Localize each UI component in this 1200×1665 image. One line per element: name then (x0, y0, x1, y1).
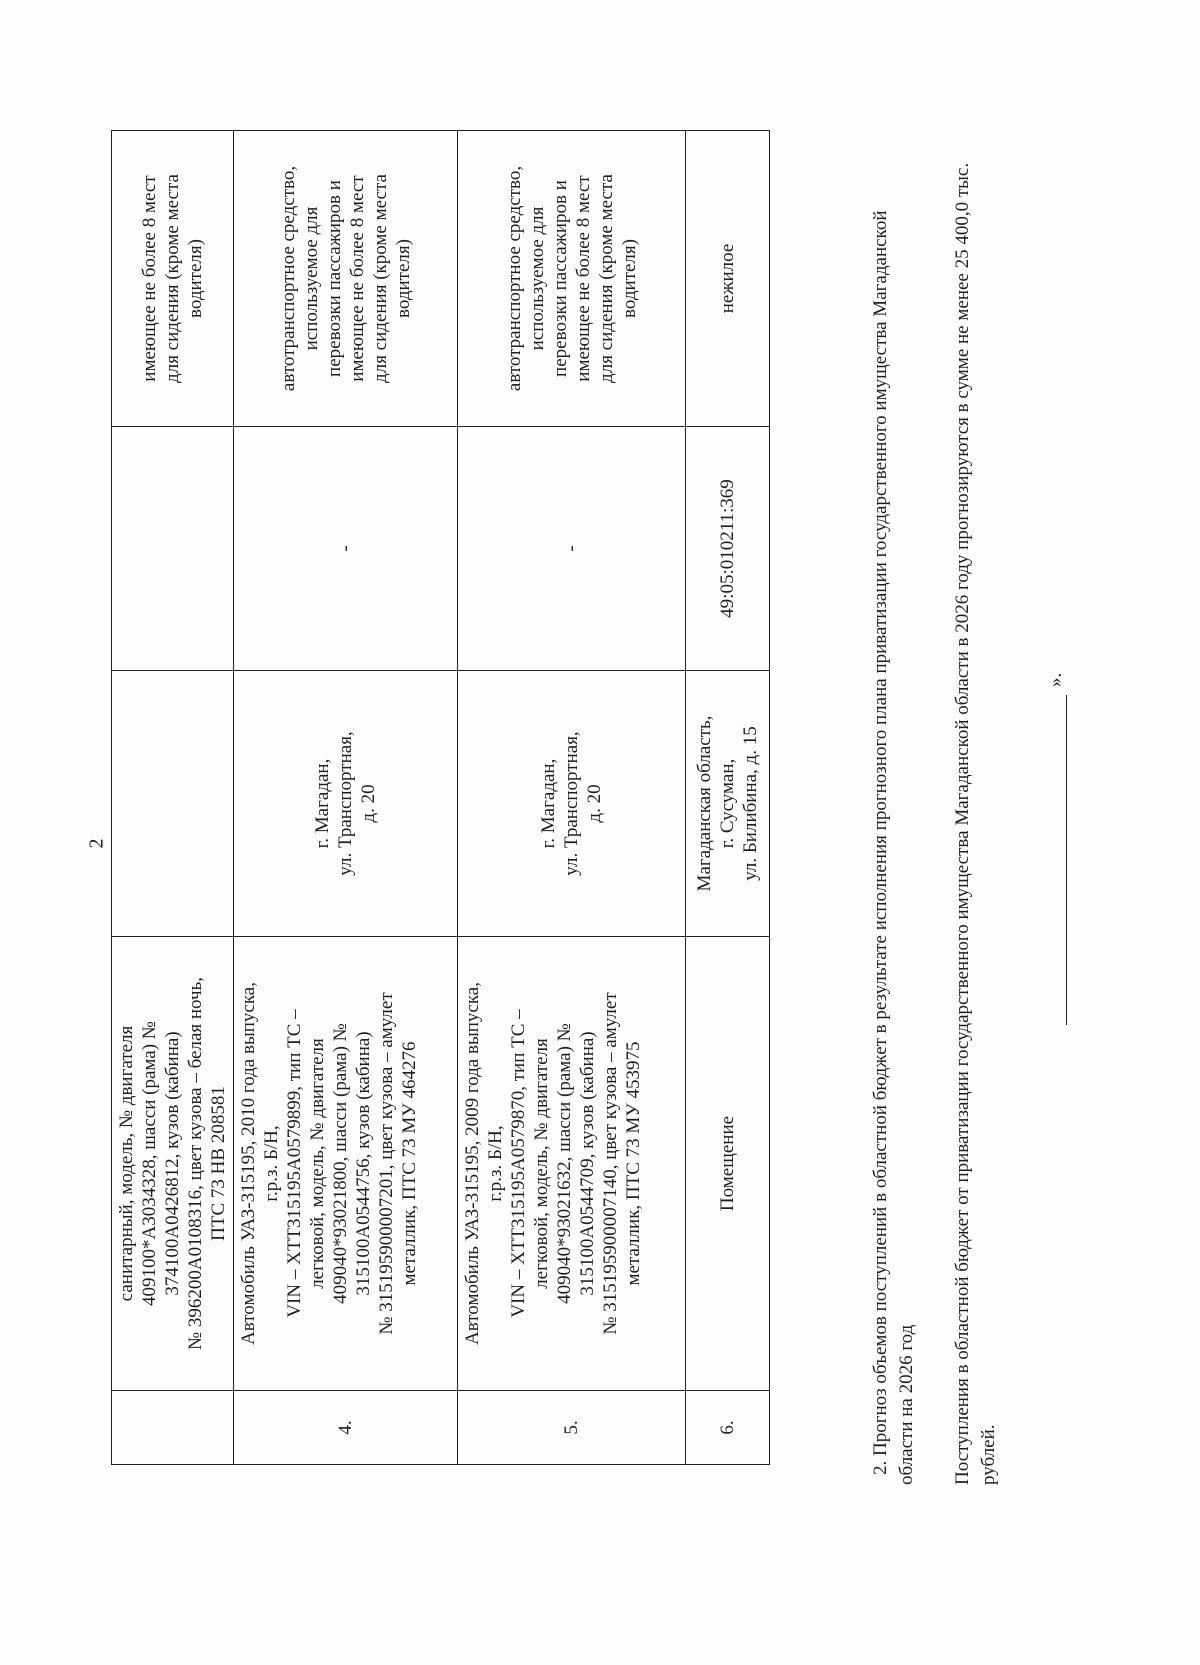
closing-mark (1045, 673, 1067, 1025)
cell-line: г.р.з. Б/Н, (485, 1125, 506, 1202)
address-cell (686, 671, 770, 937)
cell-line: автотранспортное средство, (503, 165, 525, 392)
cell-line: автотранспортное средство, (277, 165, 299, 392)
cell-line: для сидения (кроме места (595, 174, 617, 383)
cell-line: имеющее не более 8 мест (572, 175, 594, 382)
cell-line: VIN – XTT315195A0579899, тип ТС – (284, 1009, 305, 1318)
cell-line: для сидения (кроме места (369, 174, 391, 383)
row-number-cell: 5. (458, 1391, 686, 1465)
cell-line: Магаданская область, (694, 715, 715, 892)
cell-line: 374100A0426812, кузов (кабина) (162, 1031, 183, 1296)
cadastral-cell: - (458, 427, 686, 671)
cell-line: металлик, ПТС 73 МУ 453975 (623, 1041, 644, 1286)
table-row (112, 131, 234, 1465)
row-number-cell: 4. (234, 1391, 458, 1465)
address-cell (112, 671, 234, 937)
cell-line: 409100*A3034328, шасси (рама) № (139, 1021, 160, 1306)
cell-line: водителя) (392, 239, 414, 318)
cell-line: перевозки пассажиров и (323, 180, 345, 377)
purpose-cell (458, 131, 686, 427)
cell-line: ул. Транспортная, (335, 731, 356, 876)
cell-line: № 315195900007140, цвет кузова – амулет (600, 992, 621, 1335)
cell-line: легковой, модель, № двигателя (531, 1038, 552, 1289)
purpose-cell (112, 131, 234, 427)
privatization-property-table (111, 130, 770, 1465)
cell-line: 409040*93021632, шасси (рама) № (554, 1023, 575, 1304)
purpose-cell (686, 131, 770, 427)
cell-line: 315100A0544709, кузов (кабина) (577, 1031, 598, 1296)
closing-underline (1066, 695, 1067, 1025)
cell-line: ул. Билибина, д. 15 (740, 726, 761, 881)
table-row (234, 131, 458, 1465)
cell-line: водителя) (185, 239, 206, 318)
row-number-cell (112, 1391, 234, 1465)
address-cell (234, 671, 458, 937)
cell-line: ПТС 73 НВ 208581 (208, 1086, 229, 1241)
cell-line: металлик, ПТС 73 МУ 464276 (399, 1041, 420, 1286)
cell-line: г.р.з. Б/Н, (261, 1125, 282, 1202)
description-cell (234, 937, 458, 1391)
cell-line: нежилое (717, 243, 738, 314)
row-number-cell: 6. (686, 1391, 770, 1465)
purpose-cell (234, 131, 458, 427)
cell-line: санитарный, модель, № двигателя (116, 1025, 137, 1302)
cell-line: VIN – XTT315195A0579870, тип ТС – (508, 1009, 529, 1318)
table-row (458, 131, 686, 1465)
cadastral-cell (112, 427, 234, 671)
cell-line: г. Сусуман, (717, 758, 738, 849)
cell-line: № 396200A0108316, цвет кузова – белая ночь, (185, 976, 206, 1351)
cell-line: водителя) (618, 239, 640, 318)
cell-line: имеющее не более 8 мест (139, 175, 160, 382)
cell-line: перевозки пассажиров и (549, 180, 571, 377)
section-2-heading: 2. Прогноз объемов поступлений в областной бюджет в результате исполнения прогнозного плана приватизации государственного имущества Магаданской области на 2026 год (870, 210, 917, 1485)
cell-line: 409040*93021800, шасси (рама) № (330, 1023, 351, 1304)
closing-quote: ». (1045, 672, 1066, 687)
table-row (686, 131, 770, 1465)
cell-line: д. 20 (584, 784, 605, 823)
cadastral-cell: - (234, 427, 458, 671)
cell-line: для сидения (кроме места (162, 174, 183, 383)
description-cell (686, 937, 770, 1391)
cell-line: используемое для (300, 206, 322, 351)
revenue-forecast-text: Поступления в областной бюджет от приватизации государственного имущества Магаданской области в 2026 году прогнозируются в сумме не менее 25 400,0 тыс. рублей. (952, 162, 999, 1485)
cell-line: г. Магадан, (312, 758, 333, 849)
cell-line: имеющее не более 8 мест (346, 175, 368, 382)
cell-line: Помещение (717, 1115, 738, 1212)
section-2 (868, 155, 1002, 1485)
description-cell (112, 937, 234, 1391)
cell-line: д. 20 (358, 784, 379, 823)
page-number: 2 (85, 838, 108, 849)
cell-line: используемое для (526, 206, 548, 351)
cell-line: Автомобиль УАЗ-315195, 2009 года выпуска, (462, 982, 483, 1345)
cell-line: Автомобиль УАЗ-315195, 2010 года выпуска, (238, 982, 259, 1345)
description-cell (458, 937, 686, 1391)
address-cell (458, 671, 686, 937)
cell-line: № 315195900007201, цвет кузова – амулет (376, 992, 397, 1335)
cell-line: 315100A0544756, кузов (кабина) (353, 1031, 374, 1296)
cell-line: г. Магадан, (538, 758, 559, 849)
cell-line: легковой, модель, № двигателя (307, 1038, 328, 1289)
cadastral-cell: 49:05:010211:369 (686, 427, 770, 671)
cell-line: ул. Транспортная, (561, 731, 582, 876)
